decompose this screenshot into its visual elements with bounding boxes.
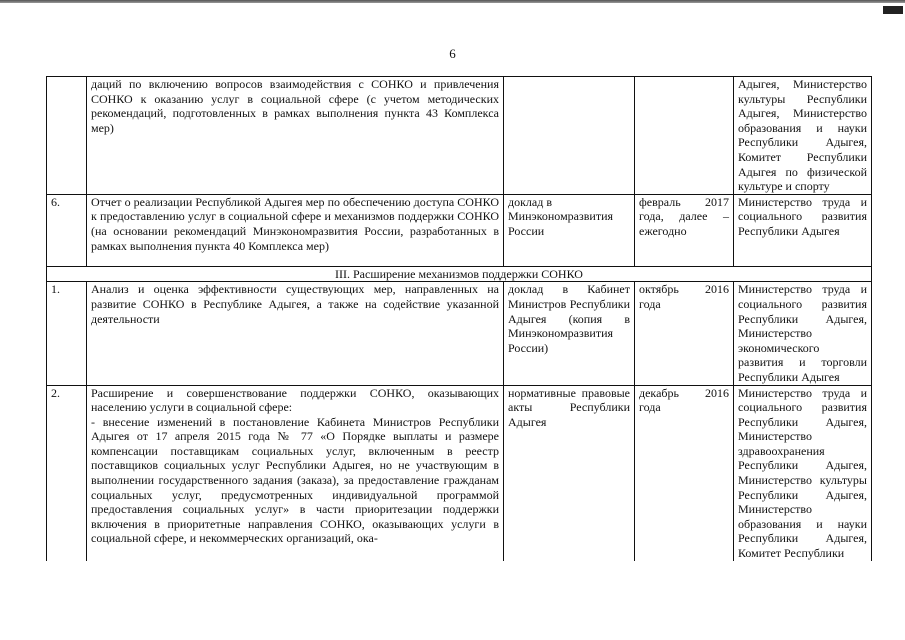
measure-cell: Отчет о реализации Республикой Адыгея мер по обеспечению доступа СОНКО к предоставлению услуг в социальной сфере и механизмов поддержки СОНКО (на основании рекомендаций Минэкономразвития России, разработанных в рамках выполнения пункта 40 Комплекса мер): [87, 194, 504, 266]
responsible-cell: Министерство труда и социального развития Республики Адыгея, Министерство здравоохранения Республики Адыгея, Министерство культуры Республики Адыгея, Министерство образования и науки Республики Адыгея, Комитет Республики: [734, 385, 872, 561]
scan-edge: [0, 0, 905, 3]
measure-cell: Анализ и оценка эффективности существующих мер, направленных на развитие СОНКО в Республике Адыгея, а также на содействие указанной деятельности: [87, 282, 504, 385]
deadline-cell: октябрь 2016 года: [635, 282, 734, 385]
document-cell: [504, 77, 635, 195]
scan-mark: [883, 6, 903, 14]
deadline-cell: февраль 2017 года, далее – ежегодно: [635, 194, 734, 266]
document-cell: нормативные правовые акты Республики Адыгея: [504, 385, 635, 561]
document-cell: доклад в Кабинет Министров Республики Адыгея (копия в Минэкономразвития России): [504, 282, 635, 385]
deadline-cell: [635, 77, 734, 195]
measure-cell: Расширение и совершенствование поддержки СОНКО, оказывающих населению услуги в социальной сфере: - внесение изменений в постановление Кабинета Министров Республики Адыгея от 17 апреля 2015 года № 77 «О Порядке выплаты и размере компенсации поставщикам социальных услуг, включенным в реестр поставщиков социальных услуг Республики Адыгея, но не участвующим в выполнении государственного задания (заказа), за предоставление гражданам социальных услуг, предусмотренных индивидуальной программой предоставления социальных услуг» в части приоритезации поддержки включения в приоритетные направления СОНКО, оказывающих услуги в социальной сфере, и некоммерческих организаций, ока-: [87, 385, 504, 561]
responsible-cell: Министерство труда и социального развития Республики Адыгея: [734, 194, 872, 266]
responsible-cell: Министерство труда и социального развития Республики Адыгея, Министерство экономического развития и торговли Республики Адыгея: [734, 282, 872, 385]
row-number: 1.: [47, 282, 87, 385]
section-heading-row: [47, 266, 872, 282]
table-row-6: [47, 194, 872, 266]
table-row-s3-1: [47, 282, 872, 385]
table-row-s3-2: [47, 385, 872, 561]
document-cell: доклад в Минэкономразвития России: [504, 194, 635, 266]
row-number: 6.: [47, 194, 87, 266]
table-row-continued: [47, 77, 872, 195]
page-number: 6: [449, 46, 456, 61]
plan-table: [46, 76, 872, 561]
row-number: [47, 77, 87, 195]
deadline-cell: декабрь 2016 года: [635, 385, 734, 561]
section-title: III. Расширение механизмов поддержки СОНКО: [47, 266, 872, 282]
responsible-cell: Адыгея, Министерство культуры Республики Адыгея, Министерство образования и науки Республики Адыгея, Комитет Республики Адыгея по физической культуре и спорту: [734, 77, 872, 195]
measure-cell: даций по включению вопросов взаимодействия с СОНКО и привлечения СОНКО к оказанию услуг в социальной сфере (с учетом методических рекомендаций, подготовленных в рамках выполнения пункта 43 Комплекса мер): [87, 77, 504, 195]
row-number: 2.: [47, 385, 87, 561]
